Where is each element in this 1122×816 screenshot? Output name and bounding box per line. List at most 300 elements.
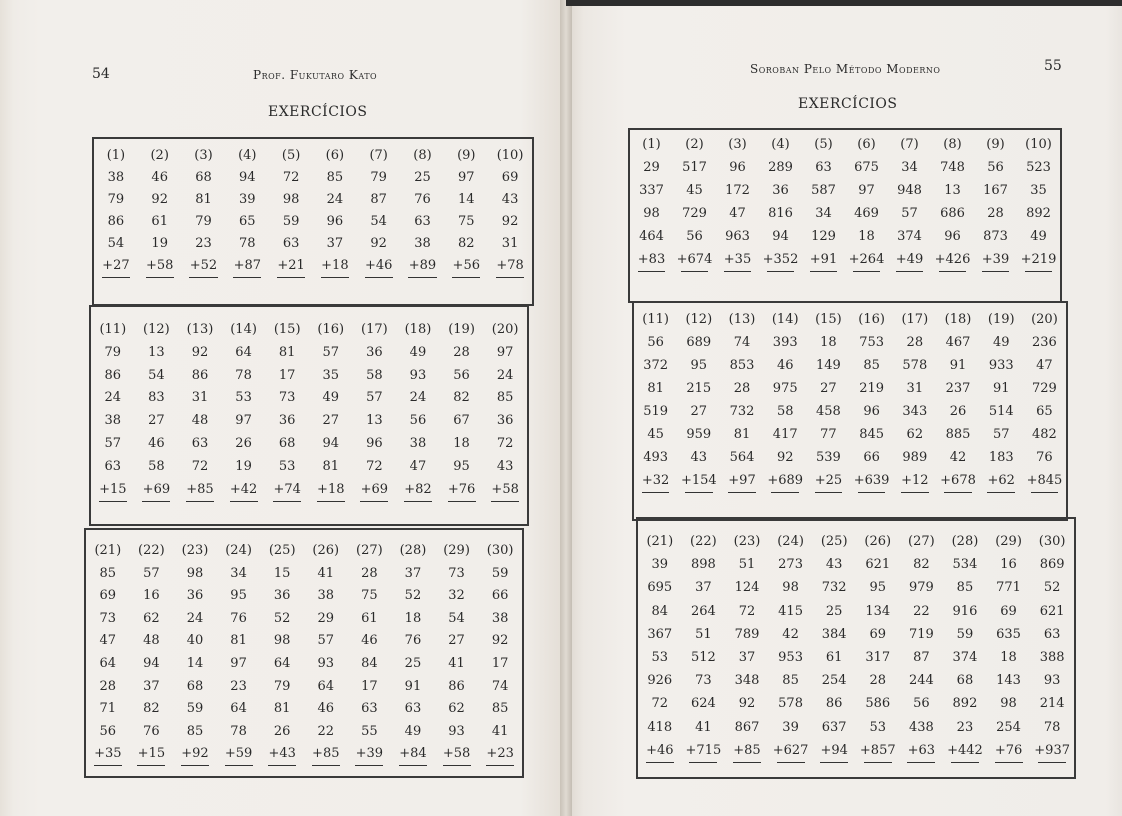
addend: 26 — [949, 404, 967, 419]
addend: +85 — [186, 481, 214, 497]
addend: 63 — [815, 160, 832, 175]
addend-row — [86, 610, 522, 628]
addend: +91 — [809, 252, 838, 267]
sum-underline — [646, 762, 674, 763]
addend: 28 — [987, 206, 1004, 221]
addend: 94 — [239, 170, 256, 185]
addend: 47 — [729, 206, 746, 221]
addend: 85 — [99, 565, 117, 581]
addend: 438 — [908, 719, 934, 735]
addend: 48 — [143, 633, 160, 649]
exercise-title: EXERCÍCIOS — [798, 96, 898, 112]
addend: 57 — [992, 427, 1010, 442]
addend: 86 — [104, 367, 122, 383]
addend: 61 — [151, 214, 168, 229]
addend: 98 — [186, 565, 204, 581]
addend: 56 — [647, 335, 664, 350]
addend: 40 — [186, 633, 204, 649]
addend: 979 — [908, 580, 934, 596]
addend: 853 — [729, 358, 755, 373]
addend: +82 — [404, 481, 432, 497]
addend: 79 — [107, 192, 125, 207]
addend: +87 — [233, 258, 261, 273]
addend: 72 — [191, 458, 209, 474]
addend: 96 — [863, 404, 880, 419]
addend: 18 — [1000, 650, 1017, 665]
addend: 254 — [996, 719, 1021, 735]
addend: 482 — [1032, 427, 1057, 442]
addend: 98 — [782, 580, 799, 596]
addend: 41 — [448, 656, 465, 671]
exercise-number: (7) — [369, 148, 388, 163]
addend: 512 — [690, 650, 716, 665]
exercise-number: (21) — [646, 534, 674, 549]
addend: 56 — [913, 696, 930, 712]
exercise-number: (19) — [987, 312, 1015, 327]
addend: 64 — [317, 678, 335, 694]
addend: 417 — [772, 427, 798, 442]
addend: +78 — [496, 258, 524, 273]
addend: 23 — [230, 678, 247, 694]
addend-row — [630, 228, 1060, 246]
addend: +857 — [859, 742, 896, 758]
addend: +46 — [364, 258, 393, 273]
addend: 64 — [235, 344, 252, 360]
addend: 18 — [453, 436, 470, 451]
sum-underline — [724, 271, 752, 272]
addend: 415 — [778, 603, 803, 619]
addend: 16 — [143, 588, 160, 604]
exercise-number: (19) — [448, 322, 475, 337]
addend: 19 — [151, 236, 168, 251]
addend: 348 — [734, 673, 760, 689]
addend: 14 — [458, 192, 475, 207]
addend: 74 — [491, 678, 509, 694]
sum-underline — [102, 277, 130, 278]
sum-underline — [982, 271, 1010, 272]
addend: 624 — [690, 696, 716, 712]
addend: 77 — [820, 427, 837, 442]
addend: 172 — [725, 183, 750, 198]
addend: 81 — [273, 701, 291, 717]
addend: +219 — [1020, 252, 1057, 267]
exercise-number-row — [638, 533, 1074, 551]
addend: 28 — [869, 673, 887, 689]
sum-underline — [399, 765, 427, 766]
addend: 76 — [414, 192, 431, 207]
addend: +49 — [895, 252, 924, 267]
addend: 85 — [782, 673, 799, 689]
addend: 916 — [952, 603, 978, 619]
addend: 732 — [821, 580, 847, 596]
exercise-number: (14) — [771, 312, 799, 327]
addend: 46 — [361, 633, 378, 649]
addend: 18 — [404, 610, 422, 626]
addend: 24 — [186, 610, 204, 626]
addend: 244 — [908, 673, 934, 689]
addend: 56 — [686, 229, 703, 244]
addend: 86 — [448, 678, 465, 694]
addend-row — [86, 700, 522, 718]
exercise-number: (2) — [150, 148, 169, 163]
addend: 82 — [143, 701, 160, 717]
exercise-number: (15) — [815, 312, 842, 327]
addend: 29 — [317, 610, 335, 626]
addend: 68 — [186, 678, 204, 694]
addend: 69 — [1000, 603, 1017, 619]
addend: 98 — [643, 206, 660, 221]
addend: 42 — [782, 626, 799, 642]
addend: 56 — [99, 723, 117, 739]
addend: +92 — [181, 746, 209, 762]
addend: 71 — [99, 701, 117, 717]
exercise-number: (13) — [186, 322, 214, 337]
addend: 892 — [952, 696, 978, 712]
addend: 58 — [366, 367, 383, 383]
exercise-number: (3) — [728, 137, 747, 152]
addend: +639 — [853, 473, 890, 488]
addend: 37 — [738, 650, 756, 665]
addend: 28 — [906, 335, 924, 350]
addend: 87 — [913, 650, 930, 665]
addend: 85 — [496, 390, 514, 406]
addend: 27 — [148, 413, 165, 429]
sum-underline — [225, 765, 253, 766]
addend: +352 — [762, 252, 799, 267]
sum-underline — [448, 501, 476, 502]
addend: 989 — [902, 450, 928, 465]
addend: 57 — [901, 206, 918, 221]
addend: 93 — [409, 367, 427, 383]
addend: 53 — [235, 390, 252, 406]
addend: 94 — [772, 229, 789, 244]
sum-underline — [728, 492, 756, 493]
addend: 92 — [191, 344, 209, 360]
addend: 586 — [865, 696, 891, 712]
exercise-number: (11) — [642, 312, 669, 327]
addend: 94 — [143, 656, 160, 671]
addend: +89 — [408, 258, 437, 273]
sum-underline — [864, 762, 892, 763]
exercise-number-row — [94, 147, 532, 165]
sum-underline — [944, 492, 972, 493]
addend-row — [91, 412, 527, 430]
addend: 215 — [686, 381, 712, 396]
addend: 816 — [768, 206, 793, 221]
exercise-number: (7) — [900, 137, 919, 152]
addend: 18 — [820, 335, 837, 350]
sum-underline — [142, 501, 170, 502]
addend-row — [638, 695, 1074, 713]
addend: 49 — [1030, 229, 1047, 244]
addend: 24 — [326, 192, 344, 207]
addend-row — [634, 403, 1066, 421]
addend: +58 — [442, 746, 471, 762]
addend: 539 — [816, 450, 841, 465]
addend: 337 — [639, 183, 664, 198]
addend: 47 — [409, 458, 427, 474]
addend: 926 — [647, 673, 673, 689]
sum-underline — [858, 492, 886, 493]
addend: 51 — [695, 626, 712, 642]
exercise-number: (24) — [225, 543, 252, 558]
addend: 25 — [414, 170, 431, 185]
exercise-number-row — [86, 542, 522, 560]
addend: 17 — [491, 656, 509, 671]
addend: 65 — [1036, 404, 1053, 419]
addend-row — [638, 649, 1074, 667]
addend: 31 — [191, 390, 209, 406]
addend-row — [634, 449, 1066, 467]
addend: 57 — [322, 344, 340, 360]
addend: +85 — [733, 742, 761, 758]
addend: 79 — [104, 344, 122, 360]
addend: 953 — [778, 650, 803, 665]
addend: 22 — [913, 603, 930, 619]
exercise-number: (9) — [986, 137, 1005, 152]
addend: 578 — [902, 358, 928, 373]
exercise-number: (20) — [491, 322, 519, 337]
addend: 68 — [278, 436, 296, 451]
addend: 43 — [496, 458, 514, 474]
addend: 564 — [729, 450, 755, 465]
addend: 372 — [643, 358, 669, 373]
addend: 418 — [647, 719, 673, 735]
addend: 97 — [496, 344, 514, 360]
sum-underline — [685, 492, 713, 493]
addend: 621 — [865, 557, 891, 573]
addend: 61 — [361, 610, 378, 626]
sum-underline — [810, 271, 838, 272]
addend: +154 — [680, 473, 717, 488]
exercise-number: (17) — [901, 312, 929, 327]
addend: 17 — [278, 367, 296, 383]
running-head: Prof. Fukutaro Kato — [253, 68, 378, 82]
addend: 892 — [1026, 206, 1051, 221]
addend-row — [634, 357, 1066, 375]
addend: 86 — [825, 696, 843, 712]
addend: 76 — [230, 610, 247, 626]
addend: 43 — [825, 557, 843, 573]
addend: 289 — [768, 160, 793, 175]
addend: 845 — [859, 427, 885, 442]
addend-row — [86, 723, 522, 741]
addend: 26 — [235, 436, 252, 451]
addend: 92 — [370, 236, 387, 251]
addend: 39 — [782, 719, 799, 735]
addend: 91 — [404, 678, 422, 694]
addend-row — [630, 205, 1060, 223]
addend: 92 — [738, 696, 756, 712]
addend: 23 — [195, 236, 212, 251]
addend-row — [634, 426, 1066, 444]
addend: +85 — [312, 746, 340, 762]
addend: 41 — [491, 723, 509, 739]
addend: +442 — [947, 742, 983, 758]
addend: 27 — [820, 381, 837, 396]
addend: 78 — [1043, 719, 1061, 735]
addend: 73 — [695, 673, 712, 689]
addend: 76 — [404, 633, 422, 649]
exercise-number: (24) — [777, 534, 804, 549]
sum-underline — [452, 277, 480, 278]
sum-underline — [137, 765, 165, 766]
exercise-block-1-10 — [92, 137, 534, 306]
exercise-number: (26) — [864, 534, 892, 549]
addend: 134 — [865, 603, 891, 619]
addend: 46 — [151, 170, 168, 185]
addend: +42 — [229, 481, 258, 497]
addend-row — [86, 587, 522, 605]
addend-row — [94, 213, 532, 231]
addend: 62 — [448, 701, 465, 717]
addend: 84 — [651, 603, 669, 619]
addend: 36 — [366, 344, 383, 360]
addend: +678 — [940, 473, 976, 488]
addend: +674 — [676, 252, 713, 267]
addend: 35 — [322, 367, 340, 383]
exercise-block-21-30 — [84, 528, 524, 778]
addend: 45 — [647, 427, 664, 442]
sum-underline — [771, 492, 799, 493]
addend: 52 — [1043, 580, 1061, 596]
sum-underline — [733, 762, 761, 763]
sum-underline — [99, 501, 127, 502]
addend: 36 — [772, 183, 789, 198]
addend-row — [638, 603, 1074, 621]
addend: 38 — [104, 413, 122, 429]
sum-underline — [820, 762, 848, 763]
exercise-number: (15) — [273, 322, 301, 337]
addend: 75 — [361, 588, 378, 604]
addend: 73 — [448, 565, 465, 581]
addend: 97 — [230, 656, 247, 671]
addend: +23 — [486, 746, 514, 762]
addend: 91 — [949, 358, 967, 373]
addend: 45 — [686, 183, 703, 198]
addend: 34 — [230, 565, 247, 581]
addend-row — [91, 344, 527, 362]
addend-row — [94, 235, 532, 253]
sum-underline — [233, 277, 261, 278]
addend: 86 — [107, 214, 125, 229]
exercise-number: (28) — [951, 534, 979, 549]
exercise-number: (23) — [733, 534, 761, 549]
addend: 19 — [235, 458, 252, 474]
addend: 37 — [695, 580, 712, 596]
addend: +94 — [820, 742, 848, 758]
exercise-number: (14) — [230, 322, 257, 337]
addend: 493 — [643, 450, 669, 465]
addend: 92 — [776, 450, 794, 465]
addend: 789 — [734, 626, 760, 642]
addend: 948 — [897, 183, 922, 198]
addend: 54 — [107, 236, 125, 251]
sum-underline — [995, 762, 1023, 763]
addend: 75 — [458, 214, 475, 229]
addend: 78 — [239, 236, 256, 251]
exercise-number: (8) — [943, 137, 962, 152]
addend: 898 — [690, 557, 716, 573]
addend: 32 — [448, 588, 465, 604]
addend: 885 — [945, 427, 971, 442]
addend: 46 — [317, 701, 335, 717]
addend: 73 — [278, 390, 296, 406]
addend-row — [638, 742, 1074, 760]
addend: 29 — [643, 160, 660, 175]
addend: 38 — [409, 436, 427, 451]
addend: 96 — [326, 214, 344, 229]
addend: +35 — [723, 252, 752, 267]
addend: 367 — [647, 626, 673, 642]
addend: 83 — [148, 390, 165, 406]
addend: 86 — [191, 367, 209, 383]
addend: 82 — [913, 557, 930, 573]
addend: 637 — [821, 719, 847, 735]
exercise-number: (18) — [944, 312, 972, 327]
addend: +84 — [399, 746, 427, 762]
addend: 93 — [1043, 673, 1061, 689]
sum-underline — [317, 501, 345, 502]
sum-underline — [408, 277, 436, 278]
addend: 514 — [988, 404, 1014, 419]
exercise-number: (4) — [771, 137, 790, 152]
exercise-number: (18) — [404, 322, 432, 337]
addend: 59 — [282, 214, 300, 229]
exercise-number: (20) — [1031, 312, 1058, 327]
addend: 214 — [1039, 696, 1065, 712]
sum-underline — [486, 765, 514, 766]
addend: 43 — [690, 450, 708, 465]
addend: 22 — [317, 723, 335, 739]
addend: +97 — [728, 473, 756, 488]
addend-row — [638, 556, 1074, 574]
sum-underline — [951, 762, 979, 763]
addend: 49 — [322, 390, 340, 406]
addend: 63 — [361, 701, 378, 717]
addend: +35 — [94, 746, 122, 762]
exercise-number: (1) — [106, 148, 126, 163]
addend: 52 — [404, 588, 422, 604]
addend: 81 — [322, 458, 340, 474]
sum-underline — [321, 277, 349, 278]
addend: 73 — [99, 610, 117, 626]
addend: 85 — [863, 358, 880, 373]
sum-underline — [146, 277, 174, 278]
sum-underline — [273, 501, 301, 502]
addend: 49 — [404, 723, 422, 739]
addend: 63 — [414, 214, 431, 229]
addend: 59 — [491, 565, 509, 581]
addend: 63 — [282, 236, 300, 251]
addend: 13 — [148, 344, 165, 360]
addend: 42 — [949, 450, 967, 465]
sum-underline — [689, 762, 717, 763]
addend: 37 — [404, 565, 422, 581]
addend: 76 — [1036, 450, 1053, 465]
addend: 97 — [458, 170, 475, 185]
addend: 28 — [733, 381, 751, 396]
addend: 64 — [230, 701, 247, 717]
addend: 13 — [366, 413, 383, 429]
addend-row — [638, 719, 1074, 737]
addend: 54 — [148, 367, 165, 383]
addend: 771 — [996, 580, 1021, 596]
addend-row — [91, 389, 527, 407]
addend: +21 — [277, 258, 305, 273]
addend: 79 — [195, 214, 212, 229]
addend: +12 — [901, 473, 929, 488]
